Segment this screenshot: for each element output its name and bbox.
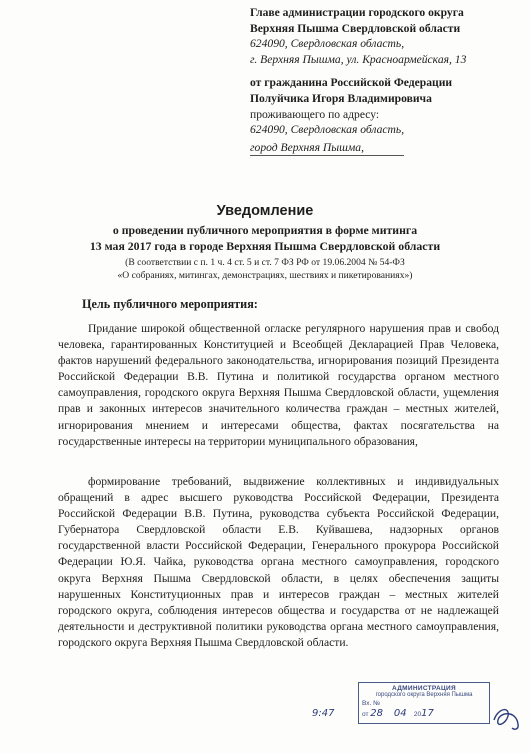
subtitle-line: о проведении публичного мероприятия в форме митинга — [112, 223, 418, 237]
legal-basis-line: «О собраниях, митингах, демонстрациях, шествиях и пикетированиях») — [117, 269, 413, 281]
addressee-line: Главе администрации городского округа — [250, 6, 464, 19]
sender-line: от гражданина Российской Федерации — [250, 76, 453, 90]
document-subtitle — [0, 223, 530, 254]
subtitle-line: 13 мая 2017 года в городе Верхняя Пышма Свердловской области — [89, 238, 441, 253]
stamp-date — [359, 708, 489, 719]
stamp-date-label: от — [362, 711, 369, 718]
stamp-year-prefix: 20 — [413, 711, 422, 718]
stamp-org: АДМИНИСТРАЦИЯ — [392, 685, 456, 692]
legal-basis — [0, 257, 530, 282]
document-title: Уведомление — [216, 203, 314, 219]
addressee-block — [250, 5, 520, 156]
stamp-year: 17 — [421, 708, 434, 719]
registration-stamp — [358, 682, 490, 724]
addressee-line: Верхняя Пышма Свердловской области — [250, 21, 461, 35]
goal-paragraph: формирование требований, выдвижение коллективных и индивидуальных обращений в адрес высшего руководства Российской Федерации, Президента Российской Федерации В.В. Путина, руководства субъекта Российской Федерации, Губернатора Свердловской области Е.В. Куйвашева, надзорных органов государственной власти Российской Федерации, Генерального прокурора Российской Федерации Ю.Я. Чайка, руководства органа местного самоуправления, городского округа Верхняя Пышма Свердловской области, в целях обеспечения защиты нарушенных Конституционных прав и интересов граждан – местных жителей городского округа, соблюдения интересов общества и государства от не надлежащей деятельности и деструктивной политики руководства органа местного самоуправления, городского округа Верхняя Пышма Свердловской области. — [58, 475, 499, 649]
stamp-number-label: Вх. № — [362, 700, 381, 707]
sender-residence-label: проживающего по адресу: — [250, 107, 380, 121]
sender-address: город Верхняя Пышма, — [250, 140, 404, 157]
sender-name: Полуйчика Игоря Владимировича — [250, 91, 432, 105]
sender-address: 624090, Свердловская область, — [250, 123, 405, 137]
addressee-address: г. Верхняя Пышма, ул. Красноармейская, 13 — [250, 52, 467, 66]
stamp-org-sub: городского округа Верхняя Пышма — [375, 692, 473, 698]
stamp-month: 04 — [393, 708, 407, 719]
signature-icon — [488, 700, 524, 734]
stamp-day: 28 — [370, 708, 383, 719]
handwritten-time: 9:47 — [312, 708, 335, 719]
legal-basis-line: (В соответствии с п. 1 ч. 4 ст. 5 и ст. 7 ФЗ РФ от 19.06.2004 № 54-ФЗ — [125, 257, 405, 268]
addressee-address: 624090, Свердловская область, — [250, 37, 405, 51]
goal-paragraph: Придание широкой общественной огласке регулярного нарушения прав и свобод человека, гарантированных Конституцией и Всеобщей Декларацией Прав Человека, фактов нарушений федерального законодательства, игнорирования позиций Президента Российской Федерации В.В. Путина и политикой государства органом местного самоуправления, городского округа Верхняя Пышма Свердловской области, ущемления прав и законных интересов значительного количества граждан – местных жителей, игнорирования мнением и интересами общества, фактах посягательства на государственные интересы на территории муниципального образования, — [58, 322, 499, 448]
goal-heading: Цель публичного мероприятия: — [82, 297, 258, 311]
